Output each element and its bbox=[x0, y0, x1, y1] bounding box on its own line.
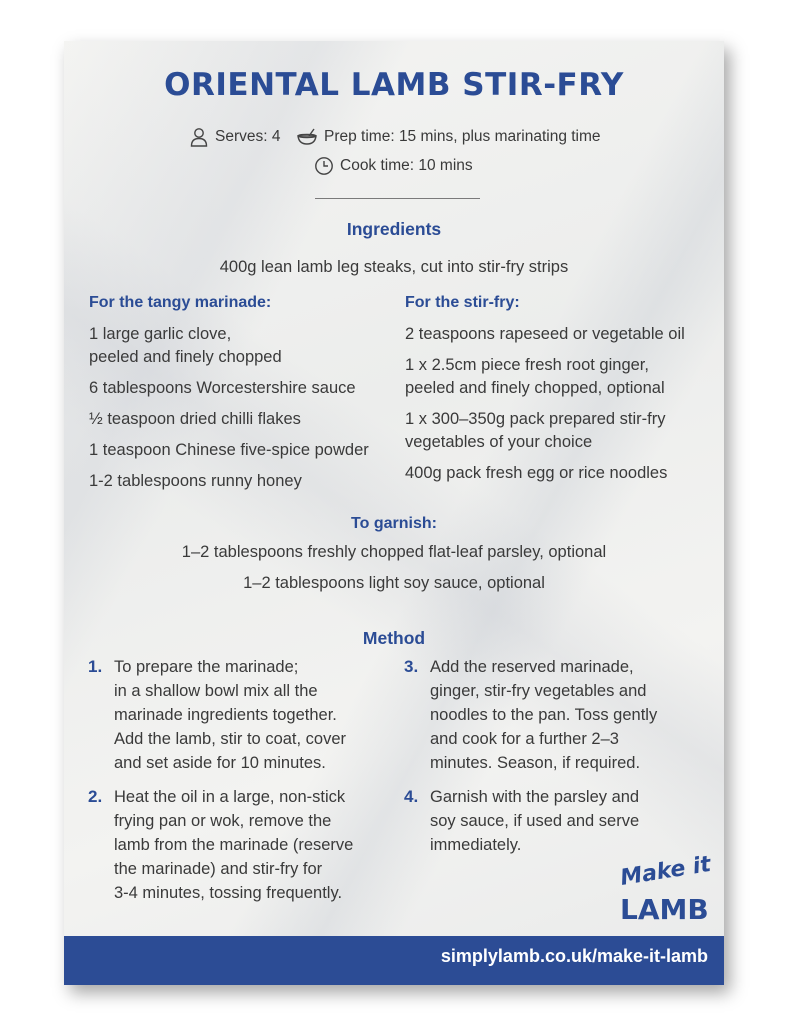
step-number: 4. bbox=[404, 787, 419, 806]
list-item: ½ teaspoon dried chilli flakes bbox=[89, 410, 301, 428]
list-item: 1 large garlic clove, peeled and finely chopped bbox=[89, 325, 282, 366]
prep-text: Prep time: 15 mins, plus marinating time bbox=[324, 128, 601, 145]
prep-meta bbox=[296, 127, 601, 147]
cook-text: Cook time: 10 mins bbox=[340, 157, 473, 174]
serves-meta bbox=[189, 127, 280, 147]
make-it-logo: Make it bbox=[618, 852, 713, 891]
main-ingredient: 400g lean lamb leg steaks, cut into stir-fry strips bbox=[219, 258, 569, 276]
step-number: 1. bbox=[88, 657, 103, 676]
step-number: 3. bbox=[404, 657, 419, 676]
serves-text: Serves: 4 bbox=[215, 128, 281, 145]
ingredients-heading: Ingredients bbox=[346, 219, 442, 239]
list-item: 2 teaspoons rapeseed or vegetable oil bbox=[405, 325, 685, 343]
list-item: 1 teaspoon Chinese five-spice powder bbox=[89, 441, 369, 459]
lamb-logo: LAMB bbox=[620, 893, 709, 926]
divider bbox=[315, 198, 480, 199]
step-text: To prepare the marinade; in a shallow bowl mix all the marinade ingredients together. Add the lamb, stir to coat, cover and set aside for 10 minutes. bbox=[114, 658, 347, 772]
cook-meta bbox=[314, 156, 473, 176]
marinade-list bbox=[89, 323, 409, 501]
person-icon bbox=[189, 127, 209, 147]
list-item: 1 x 300–350g pack prepared stir-fry vegetables of your choice bbox=[405, 410, 666, 451]
list-item: 400g pack fresh egg or rice noodles bbox=[405, 464, 668, 482]
recipe-card bbox=[64, 41, 724, 985]
step-text: Heat the oil in a large, non-stick frying pan or wok, remove the lamb from the marinade (reserve the marinade) and stir-fry for 3-4 minutes, tossing frequently. bbox=[114, 788, 354, 902]
method-step bbox=[404, 785, 714, 857]
step-number: 2. bbox=[88, 787, 103, 806]
footer-bar bbox=[64, 936, 724, 985]
stirfry-list bbox=[405, 323, 715, 493]
garnish-item: 1–2 tablespoons freshly chopped flat-leaf parsley, optional bbox=[181, 543, 607, 561]
marinade-heading: For the tangy marinade: bbox=[89, 294, 272, 311]
recipe-title: ORIENTAL LAMB STIR-FRY bbox=[164, 67, 624, 103]
method-step bbox=[88, 655, 408, 775]
list-item: 1 x 2.5cm piece fresh root ginger, peeled and finely chopped, optional bbox=[405, 356, 665, 397]
bowl-icon bbox=[296, 127, 318, 147]
method-step bbox=[88, 785, 408, 905]
list-item: 1-2 tablespoons runny honey bbox=[89, 472, 302, 490]
footer-url: simplylamb.co.uk/make-it-lamb bbox=[440, 946, 708, 966]
step-text: Add the reserved marinade, ginger, stir-fry vegetables and noodles to the pan. Toss gently and cook for a further 2–3 minutes. Season, if required. bbox=[430, 658, 658, 772]
clock-icon bbox=[314, 156, 334, 176]
method-step bbox=[404, 655, 714, 775]
method-heading: Method bbox=[362, 628, 426, 648]
step-text: Garnish with the parsley and soy sauce, if used and serve immediately. bbox=[430, 788, 640, 854]
garnish-heading: To garnish: bbox=[351, 515, 437, 532]
stirfry-heading: For the stir-fry: bbox=[405, 294, 520, 311]
garnish-item: 1–2 tablespoons light soy sauce, optional bbox=[243, 574, 545, 592]
list-item: 6 tablespoons Worcestershire sauce bbox=[89, 379, 356, 397]
